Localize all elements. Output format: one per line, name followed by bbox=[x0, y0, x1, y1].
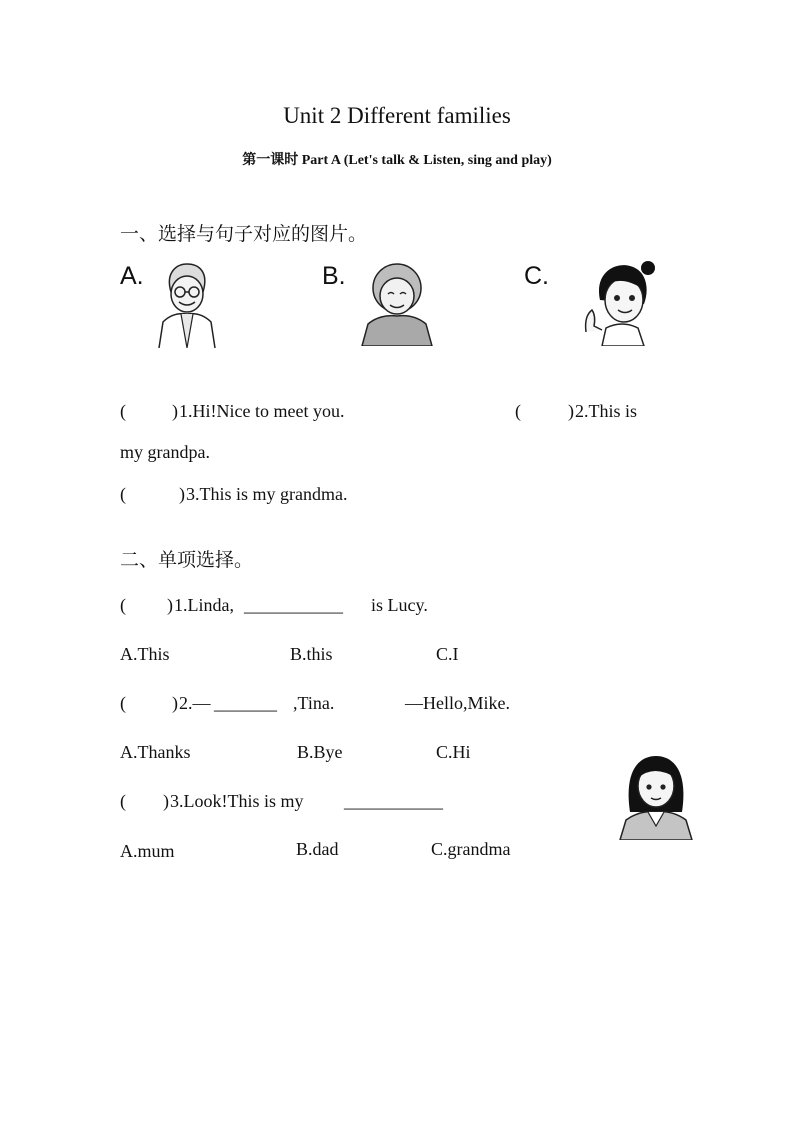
s2-q3-choice-c: C.grandma bbox=[431, 839, 511, 859]
s2-q3-open-paren: ( bbox=[120, 791, 126, 811]
s2-q1-open-paren: ( bbox=[120, 595, 126, 615]
s1-q2-text: 2.This is bbox=[575, 401, 638, 421]
page-subtitle: 第一课时 Part A (Let's talk & Listen, sing and play) bbox=[242, 153, 552, 168]
s2-q3-blank: ___________ bbox=[344, 791, 443, 811]
s2-q1-stem-after: is Lucy. bbox=[371, 595, 428, 615]
s1-q2-close-paren: ) bbox=[568, 401, 574, 421]
s2-q3-choice-a: A.mum bbox=[120, 841, 175, 861]
s2-q2-choice-b: B.Bye bbox=[297, 742, 343, 762]
s2-q1-choice-b: B.this bbox=[290, 644, 333, 664]
s2-q1-blank: ___________ bbox=[244, 595, 343, 615]
s2-q2-close-paren: ) bbox=[172, 693, 178, 713]
s2-q2-choice-a: A.Thanks bbox=[120, 742, 191, 762]
s1-q2-text-cont: my grandpa. bbox=[120, 442, 210, 462]
s2-q2-choice-c: C.Hi bbox=[436, 742, 471, 762]
s2-q2-open-paren: ( bbox=[120, 693, 126, 713]
grandpa-picture-icon bbox=[155, 262, 219, 348]
page-title: Unit 2 Different families bbox=[283, 103, 511, 128]
s2-q1-close-paren: ) bbox=[167, 595, 173, 615]
s2-q2-stem: 2.— bbox=[179, 693, 211, 713]
section2-heading: 二、单项选择。 bbox=[120, 549, 254, 571]
grandma-picture-icon bbox=[360, 262, 434, 346]
s1-q3-close-paren: ) bbox=[179, 484, 185, 504]
s1-q1-text: 1.Hi!Nice to meet you. bbox=[179, 401, 345, 421]
s2-q1-choice-c: C.I bbox=[436, 644, 459, 664]
section1-heading: 一、选择与句子对应的图片。 bbox=[120, 223, 368, 245]
s2-q1-choice-a: A.This bbox=[120, 644, 170, 664]
s2-q1-stem: 1.Linda, bbox=[174, 595, 234, 615]
option-c-letter: C. bbox=[524, 262, 549, 290]
s2-q2-blank: _______ bbox=[214, 693, 277, 713]
option-a-letter: A. bbox=[120, 262, 144, 290]
s2-q3-choice-b: B.dad bbox=[296, 839, 339, 859]
s2-q3-stem: 3.Look!This is my bbox=[170, 791, 304, 811]
option-b-letter: B. bbox=[322, 262, 346, 290]
s2-q3-close-paren: ) bbox=[163, 791, 169, 811]
s2-q2-reply: —Hello,Mike. bbox=[405, 693, 510, 713]
s2-q2-stem-after: ,Tina. bbox=[293, 693, 335, 713]
s1-q2-open-paren: ( bbox=[515, 401, 521, 421]
s1-q3-open-paren: ( bbox=[120, 484, 126, 504]
s1-q1-close-paren: ) bbox=[172, 401, 178, 421]
s1-q1-open-paren: ( bbox=[120, 401, 126, 421]
s1-q3-text: 3.This is my grandma. bbox=[186, 484, 348, 504]
woman-picture-icon bbox=[618, 752, 694, 840]
waving-girl-picture-icon bbox=[582, 260, 658, 346]
